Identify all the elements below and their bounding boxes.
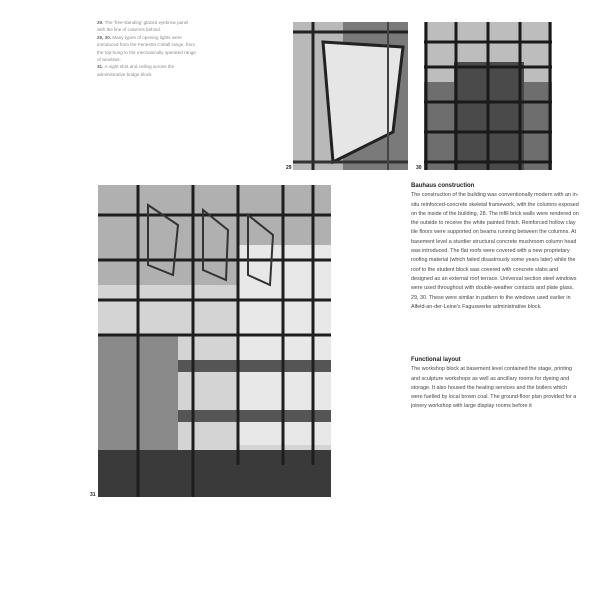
section-functional-layout <box>411 356 579 412</box>
section-body: The workshop block at basement level contained the stage, printing and sculpture workshops as well as ancillary rooms for dyeing and storage. It also housed the heating services and the boilers which were fuelled by local brown coal. The ground-floor plan provided for a joinery workshop with large display rooms before it <box>411 366 577 410</box>
figure-number-29: 29 <box>286 165 292 171</box>
figure-number-30: 30 <box>416 165 422 171</box>
figure-number-31: 31 <box>90 492 96 498</box>
section-heading: Functional layout <box>411 357 461 363</box>
photo-window-opening <box>293 22 408 170</box>
caption-29: 29. The 'free-standing' glazed eyebrow panel with the line of columns behind. <box>97 20 189 33</box>
section-body: The construction of the building was conventionally modern with an in-situ reinforced-concrete skeletal framework, with the columns exposed on the inside of the building, 28. The infill brick walls were rendered on the outside to receive the white painted finish. Reinforced hollow clay tile floors were supported on beams running between the columns. At basement level a sturdier structural concrete mushroom column head was introduced. The flat roofs were covered with a new proprietary roofing material (which failed disastrously some years later) while the roof to the student block was covered with concrete slabs and designed as an external roof terrace. Universal section steel windows were used throughout with double-weather contacts and plate glass, 29, 30. These were similar in pattern to the windows used earlier in Alfeld-an-der-Leine's Faguswerke administrative block. <box>411 192 579 310</box>
photo-window-grid <box>424 22 552 170</box>
caption-31: 31. A night shot and ceiling across the administrative bridge block. <box>97 64 175 77</box>
section-bauhaus-construction <box>411 182 579 312</box>
figure-captions <box>97 19 197 78</box>
section-heading: Bauhaus construction <box>411 183 475 189</box>
caption-29-30: 29, 30. Many types of opening lights were introduced from the Fenestra Crittall range, from the top-hung to the mechanically operated range of windows. <box>97 34 196 63</box>
photo-stairwell-glazing <box>98 185 331 497</box>
